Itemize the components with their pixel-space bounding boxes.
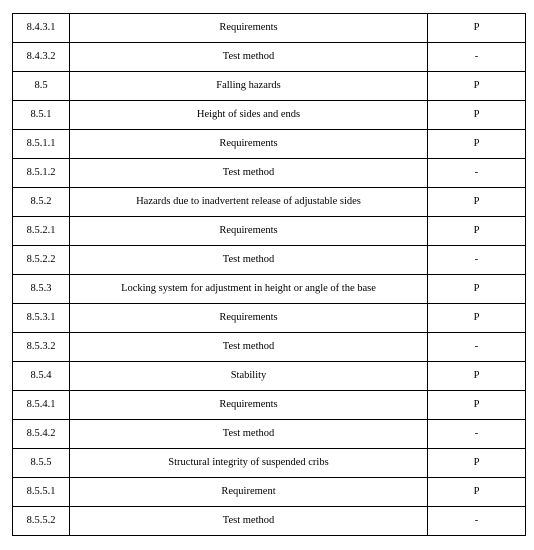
clause-number: 8.5.2.2 [13,246,70,275]
clause-title: Height of sides and ends [70,101,428,130]
clause-title: Falling hazards [70,72,428,101]
table-row [13,101,526,130]
verdict: P [428,362,526,391]
clause-title: Requirements [70,130,428,159]
clause-number: 8.5.1.2 [13,159,70,188]
verdict: P [428,391,526,420]
table-row [13,72,526,101]
clause-title: Structural integrity of suspended cribs [70,449,428,478]
table-row [13,362,526,391]
clause-title: Requirements [70,14,428,43]
clause-number: 8.4.3.2 [13,43,70,72]
clause-title: Stability [70,362,428,391]
clause-title: Test method [70,420,428,449]
clause-number: 8.5.4.1 [13,391,70,420]
table-row [13,14,526,43]
verdict: P [428,130,526,159]
verdict: P [428,217,526,246]
table-row [13,43,526,72]
clause-title: Requirement [70,478,428,507]
clause-table [12,13,526,536]
clause-title: Requirements [70,391,428,420]
verdict: - [428,159,526,188]
verdict: P [428,304,526,333]
verdict: P [428,188,526,217]
table-row [13,304,526,333]
table-row [13,159,526,188]
verdict: P [428,72,526,101]
clause-title: Test method [70,159,428,188]
table-row [13,333,526,362]
clause-number: 8.5.1.1 [13,130,70,159]
verdict: - [428,43,526,72]
clause-number: 8.5.3.2 [13,333,70,362]
table-row [13,478,526,507]
clause-number: 8.5.5 [13,449,70,478]
table-row [13,188,526,217]
clause-title: Hazards due to inadvertent release of adjustable sides [70,188,428,217]
verdict: - [428,246,526,275]
clause-number: 8.5.1 [13,101,70,130]
verdict: - [428,333,526,362]
clause-number: 8.4.3.1 [13,14,70,43]
table-row [13,507,526,536]
clause-title: Test method [70,507,428,536]
table-row [13,420,526,449]
verdict: P [428,14,526,43]
clause-number: 8.5.2 [13,188,70,217]
clause-table-body [13,14,526,536]
clause-title: Test method [70,246,428,275]
verdict: P [428,101,526,130]
clause-number: 8.5 [13,72,70,101]
verdict: - [428,507,526,536]
table-row [13,449,526,478]
clause-number: 8.5.2.1 [13,217,70,246]
clause-title: Locking system for adjustment in height or angle of the base [70,275,428,304]
clause-number: 8.5.4.2 [13,420,70,449]
clause-title: Requirements [70,304,428,333]
clause-number: 8.5.4 [13,362,70,391]
table-row [13,275,526,304]
verdict: P [428,275,526,304]
clause-number: 8.5.5.2 [13,507,70,536]
table-row [13,217,526,246]
clause-number: 8.5.3.1 [13,304,70,333]
verdict: - [428,420,526,449]
table-row [13,246,526,275]
verdict: P [428,449,526,478]
clause-title: Test method [70,333,428,362]
verdict: P [428,478,526,507]
clause-number: 8.5.5.1 [13,478,70,507]
table-row [13,391,526,420]
clause-title: Test method [70,43,428,72]
table-row [13,130,526,159]
clause-number: 8.5.3 [13,275,70,304]
clause-title: Requirements [70,217,428,246]
